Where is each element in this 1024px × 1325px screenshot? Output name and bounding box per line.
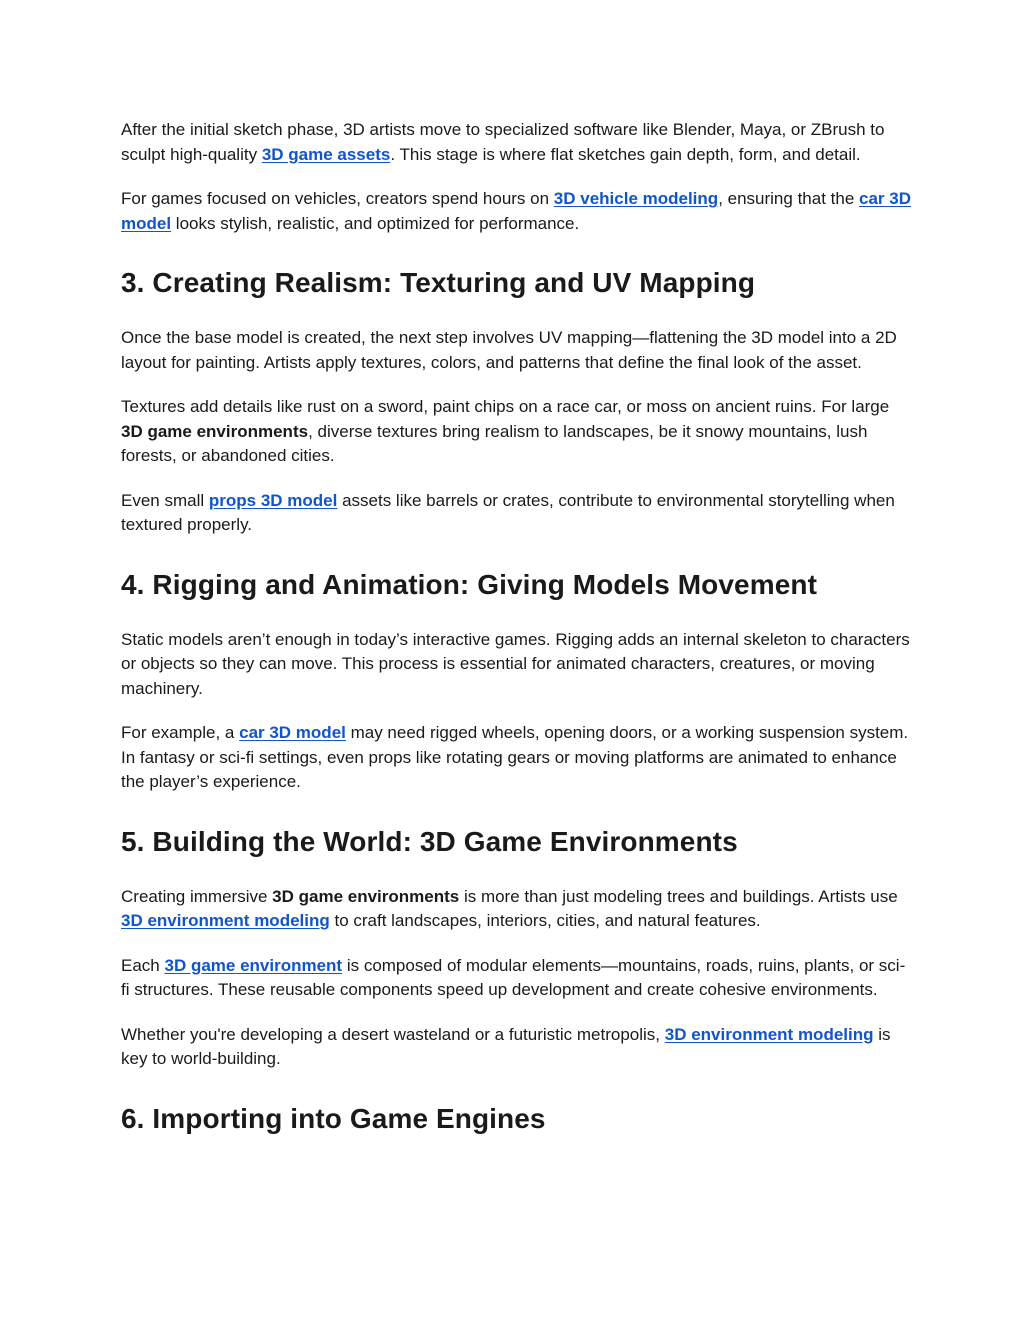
document-page <box>121 118 911 1162</box>
paragraph-text: After the initial sketch phase, 3D artists move to specialized software like Blender, Maya, or ZBrush to sculpt high-quality <box>121 120 885 164</box>
link-3d-environment-modeling-2[interactable]: 3D environment modeling <box>664 1024 874 1044</box>
paragraph-text: may need rigged wheels, opening doors, or a working suspension system. In fantasy or sci-fi settings, even props like rotating gears or moving platforms are animated to enhance the player’s experience. <box>121 723 909 791</box>
paragraph-modular <box>121 954 911 1003</box>
paragraph-text: is more than just modeling trees and buildings. Artists use <box>459 886 898 906</box>
link-3d-game-environment[interactable]: 3D game environment <box>164 955 343 975</box>
paragraph-text: looks stylish, realistic, and optimized for performance. <box>171 213 580 233</box>
link-car-3d-model-2[interactable]: car 3D model <box>239 723 346 742</box>
paragraph-text: For games focused on vehicles, creators spend hours on <box>121 189 554 208</box>
paragraph-text: to craft landscapes, interiors, cities, and natural features. <box>329 911 761 930</box>
paragraph-text: , diverse textures bring realism to landscapes, be it snowy mountains, lush forests, or abandoned cities. <box>121 421 868 465</box>
heading-rigging: 4. Rigging and Animation: Giving Models Movement <box>121 568 818 600</box>
paragraph-text: . This stage is where flat sketches gain depth, form, and detail. <box>390 144 861 164</box>
paragraph-text: Each <box>121 955 165 975</box>
bold-term: 3D game environments <box>272 886 460 906</box>
paragraph-text: For example, a <box>121 723 240 742</box>
paragraph-text: Even small <box>121 490 209 510</box>
paragraph-text: Whether you're developing a desert wasteland or a futuristic metropolis, <box>121 1024 665 1044</box>
paragraph-vehicles <box>121 187 911 236</box>
paragraph-props <box>121 489 911 538</box>
link-3d-environment-modeling[interactable]: 3D environment modeling <box>121 911 330 930</box>
link-props-3d-model[interactable]: props 3D model <box>208 490 338 510</box>
link-3d-game-assets[interactable]: 3D game assets <box>261 144 391 164</box>
paragraph-immersive <box>121 885 911 934</box>
link-car-3d-model[interactable]: car 3D model <box>121 189 911 233</box>
paragraph-text: assets like barrels or crates, contribute to environmental storytelling when textured properly. <box>121 490 895 534</box>
paragraph-text: Textures add details like rust on a sword, paint chips on a race car, or moss on ancient ruins. For large <box>121 397 890 416</box>
heading-texturing: 3. Creating Realism: Texturing and UV Mapping <box>121 267 756 298</box>
paragraph-uv-mapping: Once the base model is created, the next step involves UV mapping—flattening the 3D model into a 2D layout for painting. Artists apply textures, colors, and patterns that define the final look of the asset. <box>121 328 897 372</box>
paragraph-textures <box>121 395 911 469</box>
paragraph-text: Creating immersive <box>121 886 273 906</box>
paragraph-rigging: Static models aren’t enough in today’s interactive games. Rigging adds an internal skeleton to characters or objects so they can move. This process is essential for animated characters, creatures, or moving machinery. <box>121 629 910 698</box>
heading-environments: 5. Building the World: 3D Game Environments <box>121 825 738 857</box>
paragraph-text: is composed of modular elements—mountains, roads, ruins, plants, or sci-fi structures. These reusable components speed up development and create cohesive environments. <box>121 955 906 999</box>
paragraph-text: is key to world-building. <box>121 1024 891 1068</box>
paragraph-text: , ensuring that the <box>718 189 860 208</box>
paragraph-world-building <box>121 1023 911 1072</box>
paragraph-rigging-example <box>121 721 911 795</box>
bold-term: 3D game environments <box>121 421 309 441</box>
link-3d-vehicle-modeling[interactable]: 3D vehicle modeling <box>553 189 719 208</box>
paragraph-sculpting <box>121 118 911 167</box>
heading-importing: 6. Importing into Game Engines <box>121 1102 546 1134</box>
